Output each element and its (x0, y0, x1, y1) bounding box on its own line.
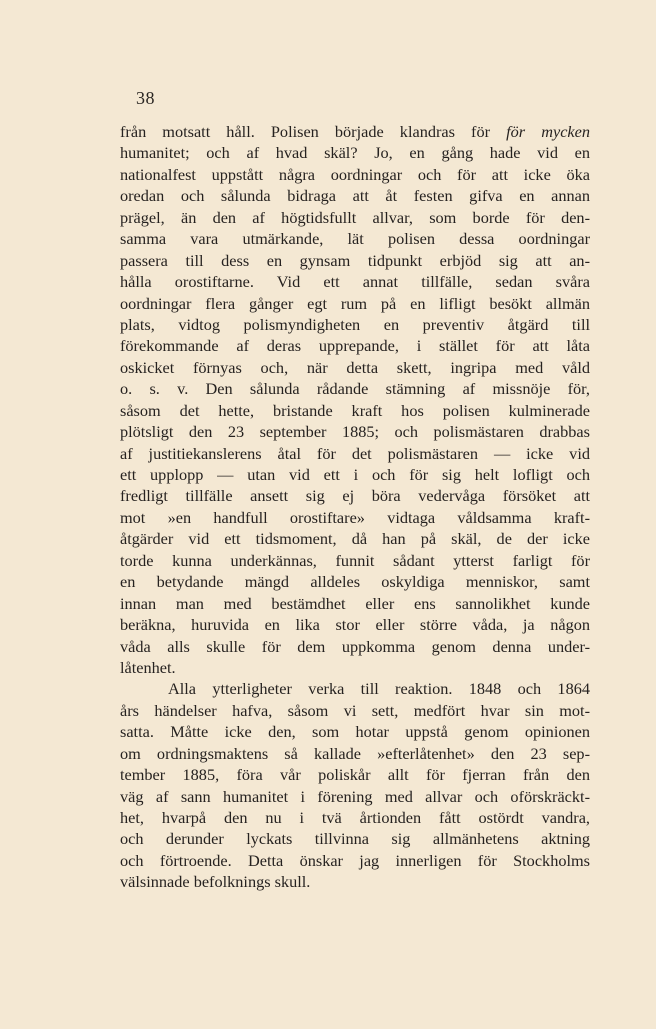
text-line (120, 207, 590, 228)
text-line (120, 250, 590, 271)
text-line-content: en betydande mängd alldeles oskyldiga menniskor, samt (120, 572, 590, 592)
text-line-content: och förtroende. Detta önskar jag innerligen för Stockholms (120, 850, 590, 870)
text-line (120, 636, 590, 657)
text-line-content: välsinnade befolknings skull. (120, 872, 311, 892)
text-line-content: ett upplopp — utan vid ett i och för sig helt lofligt och (120, 465, 590, 484)
text-line-content: plats, vidtog polismyndigheten en preventiv åtgärd till (120, 314, 590, 334)
text-line (120, 314, 590, 335)
text-line-content: satta. Måtte icke den, som hotar uppstå genom opinionen (120, 722, 590, 742)
text-line (120, 850, 590, 871)
text-line-content: oordningar flera gånger egt rum på en lifligt besökt allmän (120, 293, 590, 313)
text-line (120, 871, 590, 892)
text-line (120, 293, 590, 314)
text-line (120, 700, 590, 721)
text-line (120, 142, 590, 163)
text-line (120, 421, 590, 442)
text-line-content: låtenhet. (120, 657, 176, 677)
text-line (120, 378, 590, 399)
text-line-content: af justitiekanslerens åtal för det polismästaren — icke vid (120, 443, 590, 463)
text-line (120, 764, 590, 785)
text-line-content: hålla orostiftarne. Vid ett annat tillfälle, sedan svåra (120, 272, 590, 292)
text-line-content: våda alls skulle för dem uppkomma genom denna under- (120, 636, 590, 656)
text-line-content: åtgärder vid ett tidsmoment, då han på skäl, de der icke (120, 529, 590, 549)
text-line (120, 121, 590, 142)
text-line-content: torde kunna underkännas, funnit sådant ytterst farligt för (120, 550, 590, 570)
text-line-content: om ordningsmaktens så kallade »efterlåtenhet» den 23 sep- (120, 743, 590, 763)
text-line (120, 807, 590, 828)
text-line-content: het, hvarpå den nu i tvä årtionden fått ostördt vandra, (120, 808, 590, 827)
text-line (120, 743, 590, 764)
text-line-content: plötsligt den 23 september 1885; och polismästaren drabbas (120, 422, 590, 442)
text-line-content: samma vara utmärkande, lät polisen dessa oordningar (120, 229, 590, 249)
text-line (120, 678, 590, 699)
text-line (120, 507, 590, 528)
text-line-content: tember 1885, föra vår poliskår allt för fjerran från den (120, 765, 590, 785)
text-line-content: o. s. v. Den sålunda rådande stämning af missnöje för, (120, 379, 590, 399)
page-number: 38 (136, 88, 155, 108)
text-line (120, 271, 590, 292)
text-line-content: såsom det hette, bristande kraft hos polisen kulminerade (120, 400, 590, 420)
text-line-content: från motsatt håll. Polisen började klandras för (120, 122, 507, 141)
text-line (120, 185, 590, 206)
text-line-content: humanitet; och af hvad skäl? Jo, en gång hade vid en (120, 143, 590, 163)
text-line (120, 485, 590, 506)
text-line (120, 550, 590, 571)
text-line (120, 721, 590, 742)
text-line (120, 164, 590, 185)
text-line (120, 335, 590, 356)
text-line (120, 657, 590, 678)
text-line (120, 357, 590, 378)
text-line-content: innan man med bestämdhet eller ens sannolikhet kunde (120, 593, 590, 613)
text-line-content: års händelser hafva, såsom vi sett, medfört hvar sin mot- (120, 700, 590, 720)
text-line-content: Alla ytterligheter verka till reaktion. 1848 och 1864 (168, 679, 590, 699)
text-line (120, 593, 590, 614)
text-line-content: passera till dess en gynsam tidpunkt erbjöd sig att an- (120, 250, 590, 270)
text-line-content: nationalfest uppstått några oordningar och för att icke öka (120, 164, 590, 184)
text-line (120, 614, 590, 635)
text-line-content: och derunder lyckats tillvinna sig allmänhetens aktning (120, 829, 590, 849)
text-line (120, 828, 590, 849)
text-line-content: mot »en handfull orostiftare» vidtaga våldsamma kraft- (120, 507, 590, 527)
text-line-content: oskicket förnyas och, när detta skett, ingripa med våld (120, 357, 590, 377)
text-line (120, 400, 590, 421)
text-line-content: prägel, än den af högtidsfullt allvar, som borde för den- (120, 207, 590, 227)
text-line (120, 571, 590, 592)
italic-text: för mycken (506, 122, 590, 141)
text-line-content: förekommande af deras upprepande, i stället för att låta (120, 336, 590, 356)
text-line-content: väg af sann humanitet i förening med allvar och oförskräckt- (120, 786, 590, 806)
text-line-content: fredligt tillfälle ansett sig ej böra vedervåga försöket att (120, 486, 590, 506)
text-line (120, 786, 590, 807)
text-line-content: beräkna, huruvida en lika stor eller större våda, ja någon (120, 615, 590, 635)
text-line (120, 228, 590, 249)
text-line (120, 464, 590, 485)
text-line (120, 443, 590, 464)
text-line-content: oredan och sålunda bidraga att åt festen gifva en annan (120, 186, 590, 206)
body-text (120, 121, 590, 893)
text-line (120, 528, 590, 549)
